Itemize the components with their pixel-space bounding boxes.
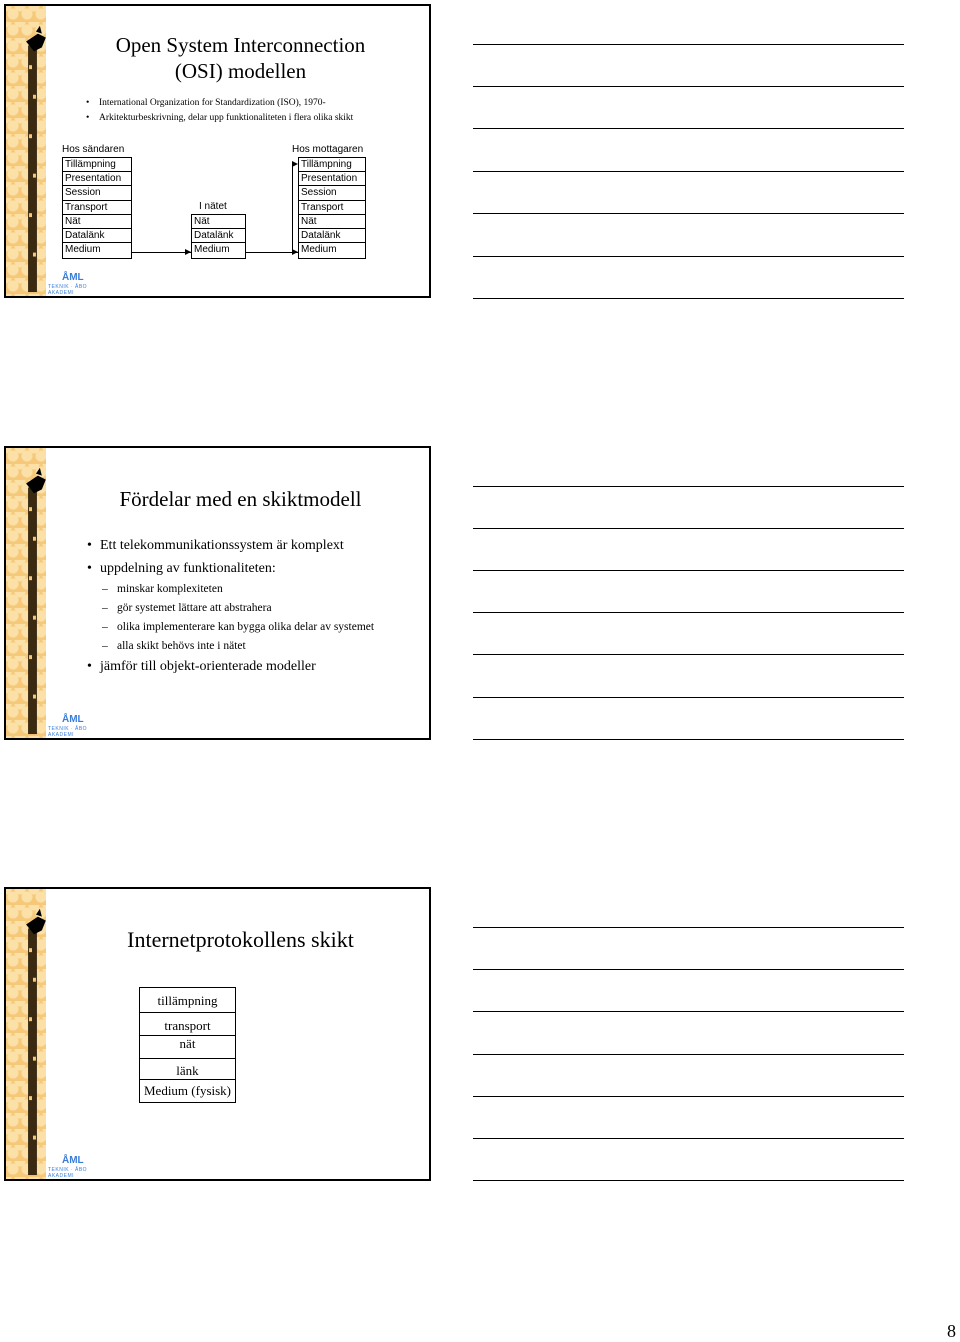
logo [44,1155,104,1179]
sub-bullet-item: – gör systemet lättare att abstrahera [117,600,377,616]
layer-cell: Datalänk [63,229,131,243]
slide-title-line2: (OSI) modellen [174,59,307,83]
note-line [473,256,904,257]
logo-brand: ÅML [62,272,84,283]
slide-title-line1: Open System Interconnection [115,33,366,57]
layer-cell: Session [299,186,365,200]
slide-title: Internetprotokollens skikt [127,927,354,952]
flow-arrow-line [292,164,293,252]
bullet-item: • jämför till objekt-orienterade modeller [100,657,377,677]
layer-cell: Medium [194,244,230,256]
note-line [473,486,904,487]
layer-cell: Transport [63,201,131,215]
note-line [473,128,904,129]
layer-cell: tillämpning [140,988,235,1013]
logo-tagline: TEKNIK · ÅBO AKADEMI [48,726,88,738]
arrow-right-icon [185,249,191,255]
note-line [473,298,904,299]
bullet-item: • International Organization for Standardization (ISO), 1970- [99,96,353,111]
network-stack [191,214,246,259]
layer-cell: länk [140,1059,235,1080]
sender-stack [62,157,132,259]
note-line [473,171,904,172]
flow-arrow-line [132,252,191,253]
note-line [473,528,904,529]
layer-cell: Session [63,186,131,200]
logo-tagline: TEKNIK · ÅBO AKADEMI [48,284,88,296]
layer-cell: Transport [299,201,365,215]
receiver-heading: Hos mottagaren [292,144,364,155]
logo-brand: ÅML [62,1155,84,1166]
layer-cell: Medium [301,244,337,256]
note-line [473,1138,904,1139]
network-heading: I nätet [199,201,227,212]
slide-internet-layers [4,887,431,1181]
layer-cell: Datalänk [299,229,365,243]
bullet-item: • Ett telekommunikationssystem är komplext [100,536,377,556]
logo-tagline: TEKNIK · ÅBO AKADEMI [48,1167,88,1179]
slide-title: Fördelar med en skiktmodell [119,487,362,511]
page-number: 8 [947,1321,956,1341]
note-line [473,739,904,740]
layer-cell: Presentation [299,172,365,186]
note-line [473,44,904,45]
giraffe-icon [12,448,52,738]
bullet-list [100,536,377,677]
layer-cell: Nät [192,215,245,229]
giraffe-icon [12,889,52,1179]
layer-cell: Nät [63,215,131,229]
arrow-right-icon [292,161,298,167]
layer-cell: Medium [65,244,101,256]
note-line [473,927,904,928]
layer-cell: Tillämpning [299,158,365,172]
layer-cell: nät [140,1036,235,1059]
slide-advantages [4,446,431,740]
slide-osi [4,4,431,298]
sender-heading: Hos sändaren [62,144,125,155]
note-line [473,1054,904,1055]
layer-cell: Presentation [63,172,131,186]
giraffe-icon [12,6,52,296]
note-line [473,612,904,613]
logo-brand: ÅML [62,714,84,725]
bullet-list [99,96,353,126]
note-line [473,969,904,970]
logo [44,272,104,296]
layer-cell: Tillämpning [63,158,131,172]
layer-cell: Datalänk [192,229,245,243]
bullet-item: • uppdelning av funktionaliteten: [100,559,377,579]
flow-arrow-line [246,252,298,253]
note-line [473,213,904,214]
note-line [473,1011,904,1012]
note-line [473,697,904,698]
note-line [473,86,904,87]
receiver-stack [298,157,366,259]
note-line [473,654,904,655]
note-line [473,1096,904,1097]
sub-bullet-item: – minskar komplexiteten [117,581,377,597]
sub-bullet-item: – alla skikt behövs inte i nätet [117,638,377,654]
note-line [473,570,904,571]
layer-cell: Nät [299,215,365,229]
sub-bullet-item: – olika implementerare kan bygga olika delar av systemet [117,619,377,635]
slide-title [66,32,415,84]
protocol-stack [139,987,236,1103]
layer-cell: transport [140,1013,235,1036]
logo [44,714,104,738]
note-line [473,1180,904,1181]
layer-cell: Medium (fysisk) [143,1083,232,1098]
bullet-item: • Arkitekturbeskrivning, delar upp funktionaliteten i flera olika skikt [99,111,353,126]
